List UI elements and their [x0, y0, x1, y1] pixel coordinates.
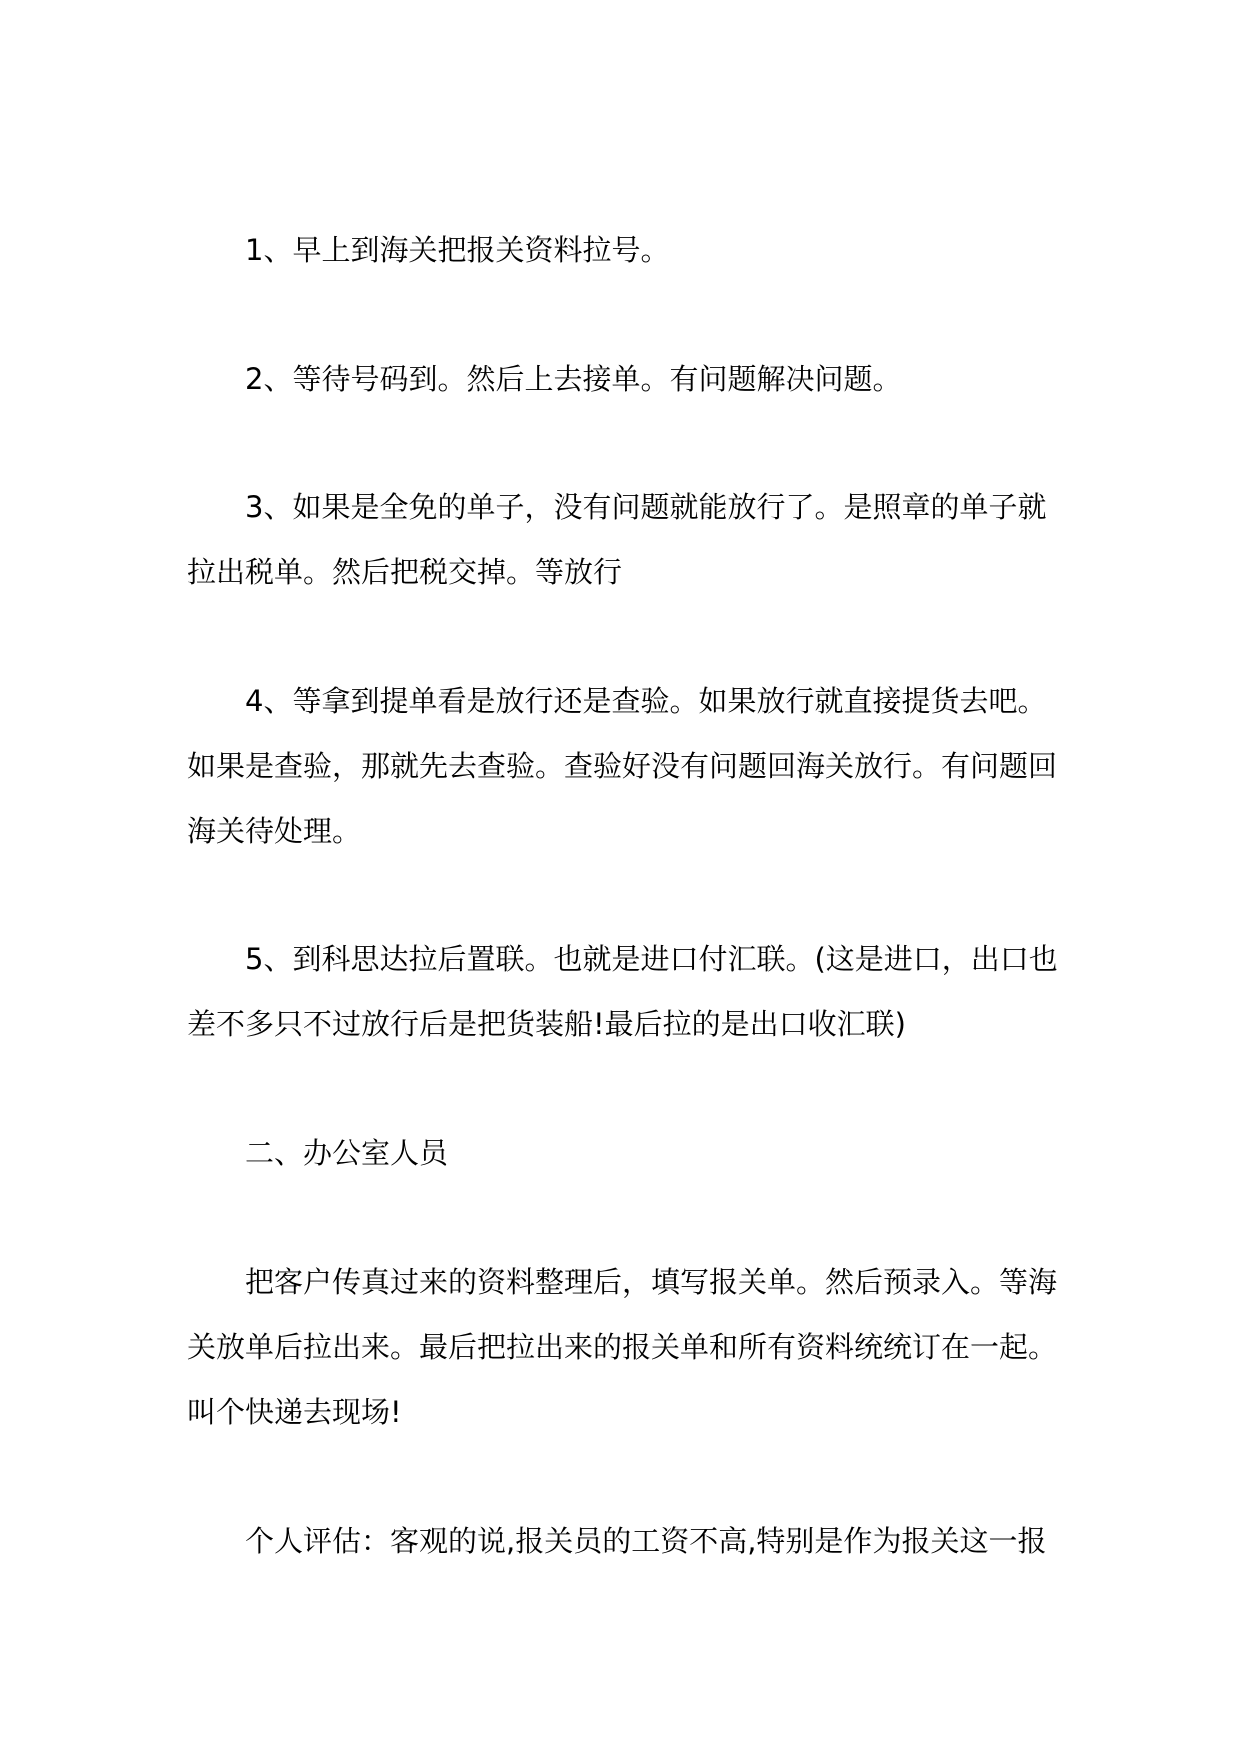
paragraph-step-1: 1、早上到海关把报关资料拉号。 [245, 233, 670, 267]
paragraph-step-3: 3、如果是全免的单子，没有问题就能放行了。是照章的单子就拉出税单。然后把税交掉。等放行 [187, 490, 1047, 589]
paragraph-personal-assessment: 个人评估：客观的说,报关员的工资不高,特别是作为报关这一报 [245, 1524, 1047, 1558]
paragraph-office-duties: 把客户传真过来的资料整理后，填写报关单。然后预录入。等海关放单后拉出来。最后把拉出来的报关单和所有资料统统订在一起。叫个快递去现场! [187, 1265, 1058, 1429]
section-heading-office-staff: 二、办公室人员 [245, 1136, 449, 1170]
paragraph-step-2: 2、等待号码到。然后上去接单。有问题解决问题。 [245, 362, 902, 396]
paragraph-step-4: 4、等拿到提单看是放行还是查验。如果放行就直接提货去吧。如果是查验，那就先去查验。查验好没有问题回海关放行。有问题回海关待处理。 [187, 684, 1058, 848]
paragraph-step-5: 5、到科思达拉后置联。也就是进口付汇联。(这是进口，出口也差不多只不过放行后是把货装船!最后拉的是出口收汇联) [187, 942, 1058, 1041]
